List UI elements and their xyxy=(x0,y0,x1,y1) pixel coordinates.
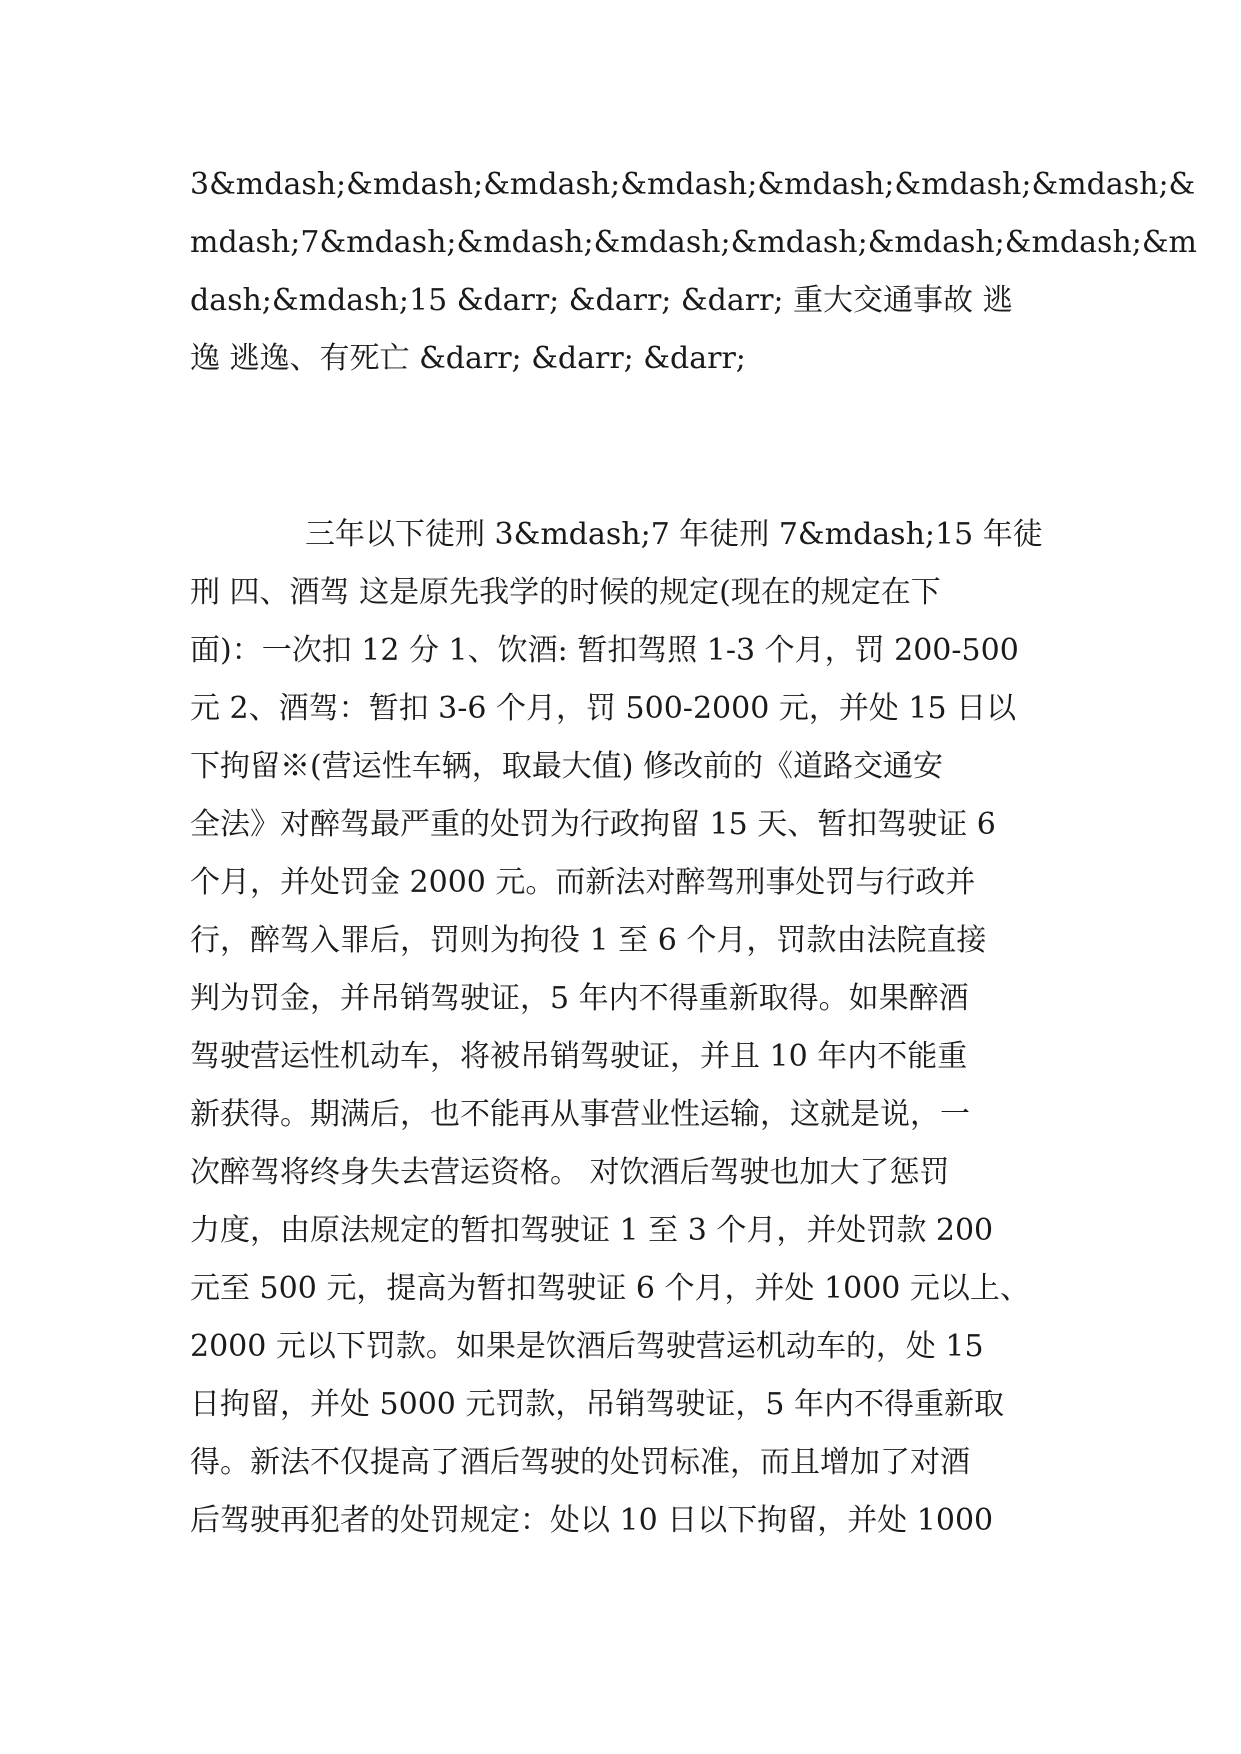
text-line: mdash;7&mdash;&mdash;&mdash;&mdash;&mdash;&mdash;&m xyxy=(190,225,1197,260)
text-line: 2000 元以下罚款。如果是饮酒后驾驶营运机动车的，处 15 xyxy=(190,1329,984,1364)
text-line: 刑 四、酒驾 这是原先我学的时候的规定(现在的规定在下 xyxy=(190,575,941,610)
text-line: 驾驶营运性机动车，将被吊销驾驶证，并且 10 年内不能重 xyxy=(190,1039,968,1074)
text-line: 新获得。期满后，也不能再从事营业性运输，这就是说，一 xyxy=(190,1097,970,1132)
text-line: 次醉驾将终身失去营运资格。 对饮酒后驾驶也加大了惩罚 xyxy=(190,1155,950,1190)
text-line: 3&mdash;&mdash;&mdash;&mdash;&mdash;&mdash;&mdash;& xyxy=(190,167,1196,202)
text-line: 元 2、酒驾：暂扣 3-6 个月，罚 500-2000 元，并处 15 日以 xyxy=(190,691,1017,726)
text-line: 力度，由原法规定的暂扣驾驶证 1 至 3 个月，并处罚款 200 xyxy=(190,1213,994,1248)
text-line: 日拘留，并处 5000 元罚款，吊销驾驶证，5 年内不得重新取 xyxy=(190,1387,1005,1422)
text-line: 判为罚金，并吊销驾驶证，5 年内不得重新取得。如果醉酒 xyxy=(190,981,969,1016)
text-line: 下拘留※(营运性车辆，取最大值) 修改前的《道路交通安 xyxy=(190,749,943,784)
text-line: 全法》对醉驾最严重的处罚为行政拘留 15 天、暂扣驾驶证 6 xyxy=(190,807,996,842)
paragraph-first-line: 三年以下徒刑 3&mdash;7 年徒刑 7&mdash;15 年徒 xyxy=(305,517,1043,552)
text-line: 元至 500 元，提高为暂扣驾驶证 6 个月，并处 1000 元以上、 xyxy=(190,1271,1030,1306)
text-line: 面)：一次扣 12 分 1、饮酒: 暂扣驾照 1-3 个月，罚 200-500 xyxy=(190,633,1019,668)
text-line: 后驾驶再犯者的处罚规定：处以 10 日以下拘留，并处 1000 xyxy=(190,1503,994,1538)
text-line: 行，醉驾入罪后，罚则为拘役 1 至 6 个月，罚款由法院直接 xyxy=(190,923,987,958)
text-line: 个月，并处罚金 2000 元。而新法对醉驾刑事处罚与行政并 xyxy=(190,865,976,900)
text-line: 逸 逃逸、有死亡 &darr; &darr; &darr; xyxy=(190,341,746,376)
text-line: dash;&mdash;15 &darr; &darr; &darr; 重大交通事故 逃 xyxy=(190,283,1013,318)
text-line: 得。新法不仅提高了酒后驾驶的处罚标准，而且增加了对酒 xyxy=(190,1445,970,1480)
